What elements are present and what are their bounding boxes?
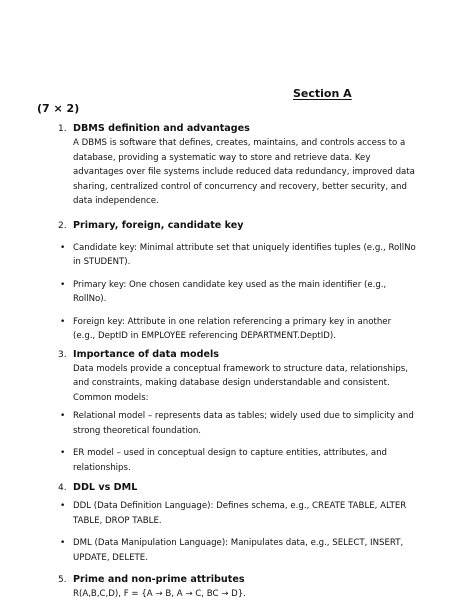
bullet-icon: • xyxy=(60,411,66,421)
list-item xyxy=(0,241,474,270)
bullet-icon: • xyxy=(60,316,66,327)
question-number: 3. xyxy=(58,349,67,360)
question-title: DDL vs DML xyxy=(73,482,138,493)
bullet-text: Foreign key: Attribute in one relation referencing a primary key in another (e.g., DeptID in EMPLOYEE referencing DEPARTMENT.DeptID). xyxy=(73,316,392,341)
question-4 xyxy=(0,481,474,495)
bullet-icon: • xyxy=(60,242,66,253)
list-item xyxy=(0,499,474,528)
bullet-list xyxy=(0,241,474,344)
bullet-text: Candidate key: Minimal attribute set that uniquely identifies tuples (e.g., RollNo in STUDENT). xyxy=(73,242,416,267)
question-5 xyxy=(0,573,474,602)
question-number: 1. xyxy=(58,124,67,134)
question-answer: R(A,B,C,D), F = {A → B, A → C, BC → D}. xyxy=(73,589,246,599)
bullet-list xyxy=(0,499,474,565)
question-title: Prime and non-prime attributes xyxy=(73,574,245,585)
bullet-icon: • xyxy=(60,279,66,290)
question-answer: Data models provide a conceptual framework to structure data, relationships, and constraints, making database design understandable and consistent. Common models: xyxy=(73,363,408,403)
bullet-text: DDL (Data Definition Language): Defines schema, e.g., CREATE TABLE, ALTER TABLE, DROP TABLE. xyxy=(73,501,407,526)
question-1 xyxy=(0,122,474,209)
bullet-icon: • xyxy=(60,448,66,458)
bullet-icon: • xyxy=(60,501,66,511)
question-number: 5. xyxy=(58,575,67,585)
question-3 xyxy=(0,348,474,406)
question-title: DBMS definition and advantages xyxy=(73,123,250,134)
bullet-text: DML (Data Manipulation Language): Manipulates data, e.g., SELECT, INSERT, UPDATE, DELETE. xyxy=(73,538,404,563)
list-item xyxy=(0,446,474,475)
question-answer: A DBMS is software that defines, creates, maintains, and controls access to a database, providing a systematic way to store and retrieve data. Key advantages over file systems include reduced data redundancy, improved data sharing, centralized control of concurrency and recovery, better security, and data independence. xyxy=(73,138,415,206)
bullet-text: Primary key: One chosen candidate key used as the main identifier (e.g., RollNo). xyxy=(73,279,387,304)
marks-label: (7 × 2) xyxy=(37,102,80,115)
question-title: Primary, foreign, candidate key xyxy=(73,219,244,231)
question-title: Importance of data models xyxy=(73,348,219,360)
list-item xyxy=(0,315,474,344)
bullet-icon: • xyxy=(60,538,66,548)
list-item xyxy=(0,536,474,565)
section-title: Section A xyxy=(293,87,352,100)
bullet-list xyxy=(0,409,474,475)
question-number: 2. xyxy=(58,220,67,231)
question-2 xyxy=(0,219,474,233)
question-number: 4. xyxy=(58,483,67,493)
questions-content xyxy=(0,122,474,602)
list-item xyxy=(0,409,474,438)
bullet-text: Relational model – represents data as tables; widely used due to simplicity and strong theoretical foundation. xyxy=(73,411,414,436)
list-item xyxy=(0,278,474,307)
bullet-text: ER model – used in conceptual design to capture entities, attributes, and relationships. xyxy=(73,448,388,473)
